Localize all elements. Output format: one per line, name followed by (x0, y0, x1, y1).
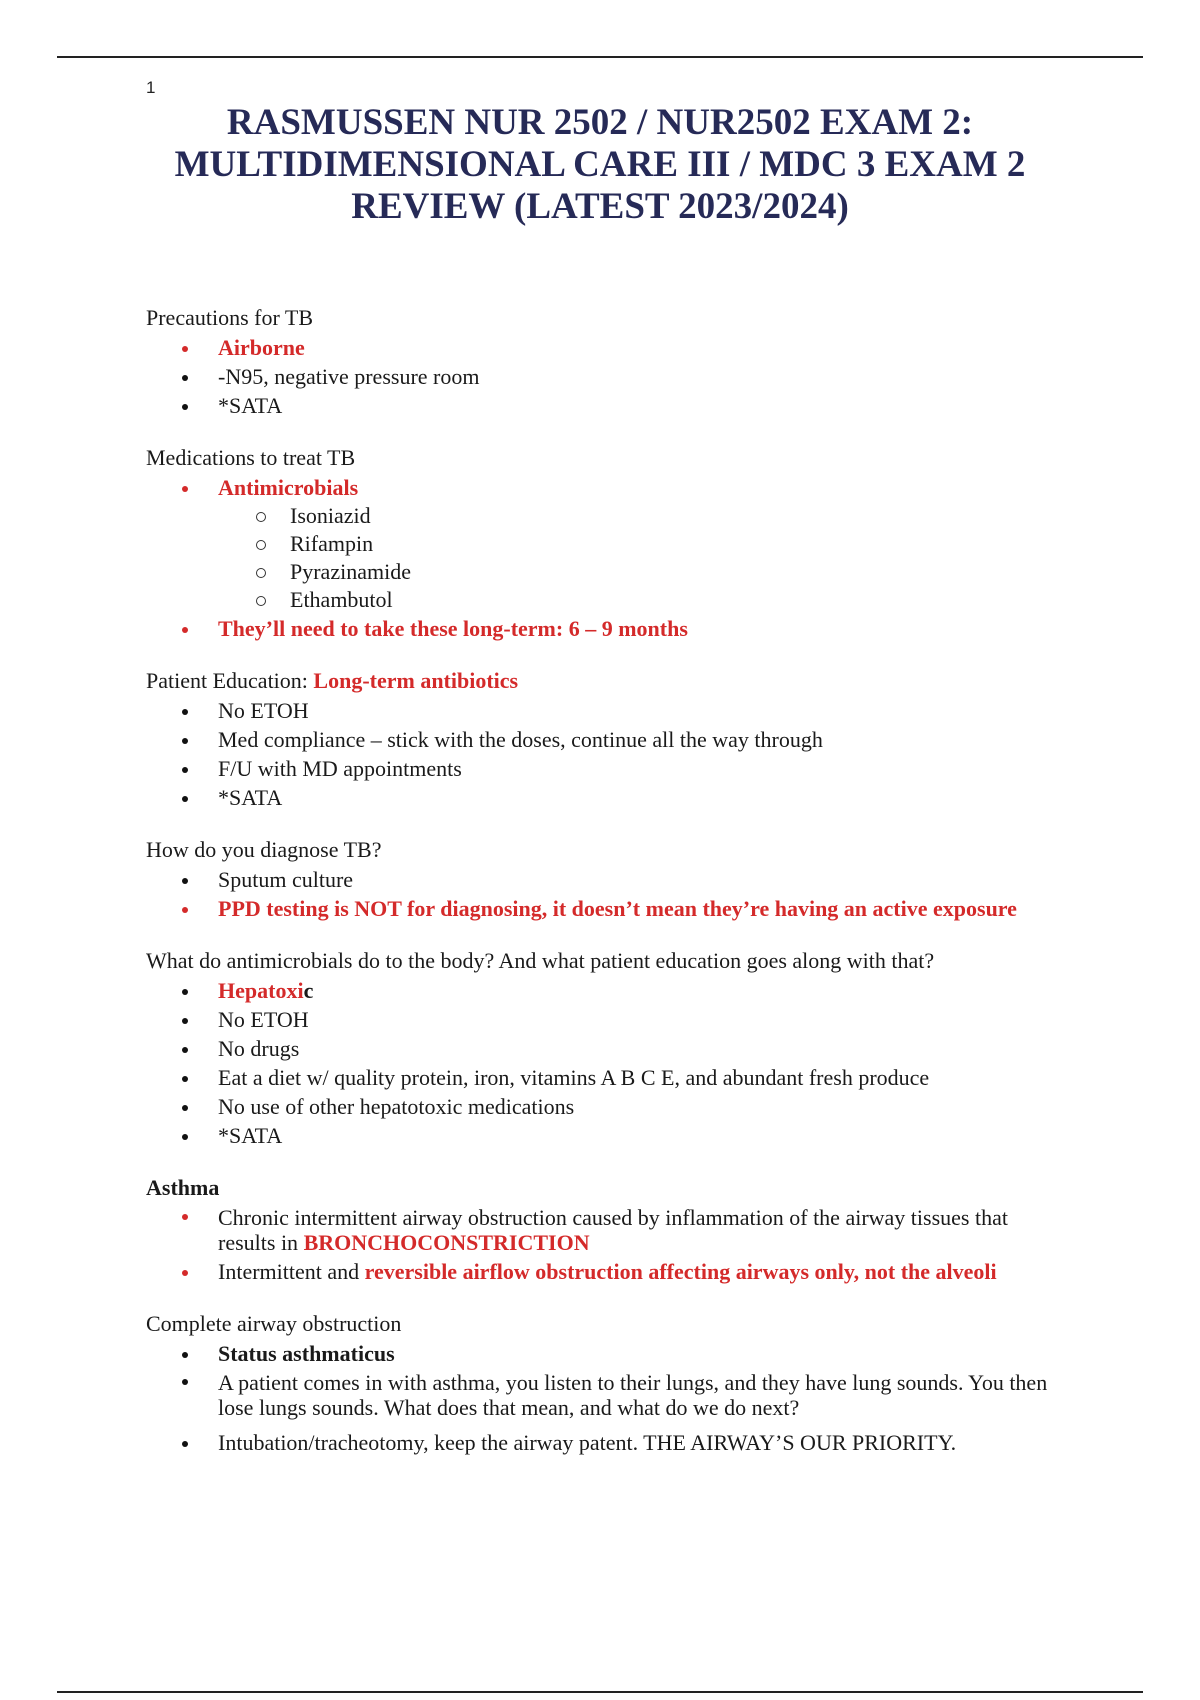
bullet-icon (182, 375, 188, 381)
list-item: No ETOH (146, 696, 1146, 725)
top-rule (57, 56, 1143, 58)
list-item: -N95, negative pressure room (146, 362, 1146, 391)
list-item: Med compliance – stick with the doses, continue all the way through (146, 725, 1146, 754)
bullet-list (146, 1339, 1146, 1457)
document-title: RASMUSSEN NUR 2502 / NUR2502 EXAM 2: MULTIDIMENSIONAL CARE III / MDC 3 EXAM 2 REVIEW (LATEST 2023/2024) (174, 102, 1026, 227)
bullet-icon (182, 1018, 188, 1024)
list-item: Airborne (146, 333, 1146, 362)
bullet-list (146, 696, 1146, 812)
bullet-list (146, 976, 1146, 1150)
bottom-rule (57, 1691, 1143, 1693)
list-item: Antimicrobials (146, 473, 1146, 502)
page-number: 1 (146, 78, 156, 97)
list-item: Status asthmaticus (146, 1339, 1146, 1368)
list-item: *SATA (146, 1121, 1146, 1150)
bullet-icon (182, 1105, 188, 1111)
bullet-icon (182, 738, 188, 744)
section-tb-medications (146, 443, 1146, 643)
bullet-icon (182, 709, 188, 715)
list-item: No drugs (146, 1034, 1146, 1063)
bullet-icon (182, 486, 188, 492)
list-item: They’ll need to take these long-term: 6 – 9 months (146, 614, 1146, 643)
section-asthma (146, 1173, 1146, 1286)
drug-item: Ethambutol (146, 586, 1146, 614)
list-item: Sputum culture (146, 865, 1146, 894)
bullet-icon (182, 767, 188, 773)
circle-bullet-icon (256, 540, 266, 550)
bullet-icon (182, 1134, 188, 1140)
drug-item: Pyrazinamide (146, 558, 1146, 586)
section-heading: Patient Education: Long-term antibiotics (146, 668, 519, 693)
list-item: No use of other hepatotoxic medications (146, 1092, 1146, 1121)
drug-item: Isoniazid (146, 502, 1146, 530)
list-item: F/U with MD appointments (146, 754, 1146, 783)
list-item: No ETOH (146, 1005, 1146, 1034)
section-heading: Precautions for TB (146, 305, 314, 330)
bullet-icon (182, 796, 188, 802)
section-diagnose-tb (146, 835, 1146, 923)
bullet-icon (182, 627, 188, 633)
section-heading: Asthma (146, 1175, 220, 1200)
section-tb-precautions (146, 303, 1146, 420)
list-item: Chronic intermittent airway obstruction caused by inflammation of the airway tissues that results in BRONCHOCONSTRICTION (146, 1203, 1048, 1257)
bullet-icon (182, 404, 188, 410)
section-patient-education (146, 666, 1146, 812)
circle-bullet-icon (256, 512, 266, 522)
bullet-icon (182, 1441, 188, 1447)
drug-list (146, 502, 1146, 614)
bullet-list (146, 865, 1146, 923)
section-antimicrobials (146, 946, 1146, 1150)
circle-bullet-icon (256, 568, 266, 578)
section-heading: What do antimicrobials do to the body? And what patient education goes along with that? (146, 948, 935, 973)
drug-item: Rifampin (146, 530, 1146, 558)
section-heading: Medications to treat TB (146, 445, 356, 470)
bullet-icon (182, 989, 188, 995)
list-item: Hepatoxic (146, 976, 1146, 1005)
bullet-icon (182, 1352, 188, 1358)
bullet-list (146, 1203, 1146, 1286)
bullet-icon (182, 1076, 188, 1082)
list-item: *SATA (146, 783, 1146, 812)
bullet-icon (182, 1214, 188, 1220)
document-body (146, 303, 1146, 1480)
bullet-icon (182, 1379, 188, 1385)
section-heading: How do you diagnose TB? (146, 837, 382, 862)
list-item: Intubation/tracheotomy, keep the airway patent. THE AIRWAY’S OUR PRIORITY. (146, 1428, 1146, 1457)
bullet-list (146, 473, 1146, 502)
list-item: Eat a diet w/ quality protein, iron, vitamins A B C E, and abundant fresh produce (146, 1063, 1146, 1092)
bullet-icon (182, 1047, 188, 1053)
bullet-icon (182, 346, 188, 352)
bullet-list (146, 614, 1146, 643)
bullet-icon (182, 878, 188, 884)
section-heading: Complete airway obstruction (146, 1311, 402, 1336)
list-item: *SATA (146, 391, 1146, 420)
circle-bullet-icon (256, 596, 266, 606)
list-item: Intermittent and reversible airflow obstruction affecting airways only, not the alveoli (146, 1257, 1146, 1286)
section-airway-obstruction (146, 1309, 1146, 1457)
bullet-icon (182, 907, 188, 913)
bullet-icon (182, 1270, 188, 1276)
list-item: A patient comes in with asthma, you listen to their lungs, and they have lung sounds. You then lose lungs sounds. What does that mean, and what do we do next? (146, 1368, 1048, 1422)
list-item: PPD testing is NOT for diagnosing, it doesn’t mean they’re having an active exposure (146, 894, 1146, 923)
bullet-list (146, 333, 1146, 420)
